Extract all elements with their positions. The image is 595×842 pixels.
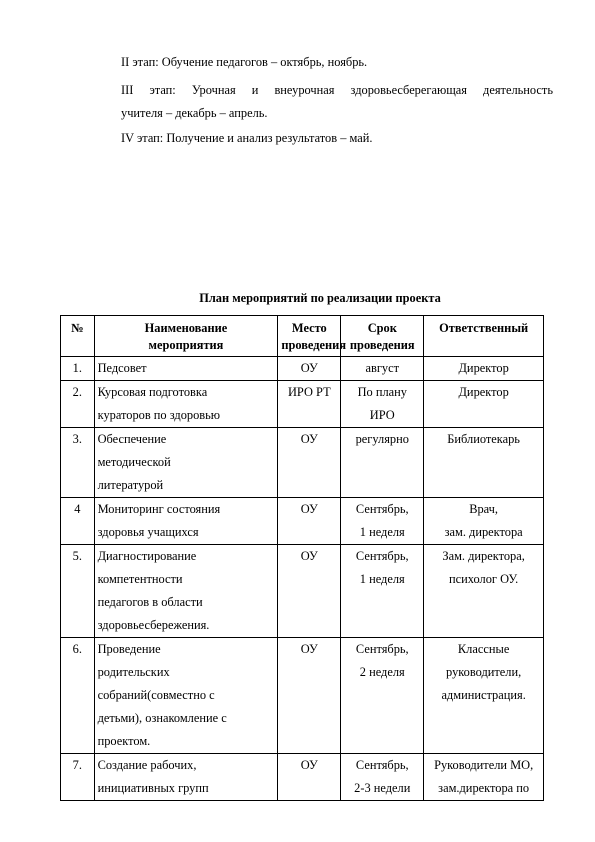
cell-term bbox=[341, 498, 424, 545]
cell-term-line: Сентябрь, bbox=[355, 549, 409, 563]
cell-responsible-line: руководители, bbox=[446, 665, 522, 679]
cell-term bbox=[341, 381, 424, 428]
cell-responsible-line: Директор bbox=[458, 385, 509, 399]
cell-event-name-line: педагогов в области bbox=[97, 595, 203, 609]
table-title: План мероприятий по реализации проекта bbox=[199, 291, 441, 305]
cell-term-line: 2-3 недели bbox=[354, 781, 411, 795]
cell-event-name-line: компетентности bbox=[97, 572, 183, 586]
cell-responsible bbox=[424, 638, 544, 754]
cell-responsible bbox=[424, 498, 544, 545]
cell-event-name bbox=[94, 428, 278, 498]
cell-event-name-line: проектом. bbox=[97, 734, 151, 748]
cell-responsible-line: психолог ОУ. bbox=[449, 572, 519, 586]
header-number: № bbox=[61, 316, 95, 357]
cell-responsible-line: Классные bbox=[457, 642, 510, 656]
cell-responsible-line: администрация. bbox=[441, 688, 526, 702]
cell-term-line: Сентябрь, bbox=[355, 758, 409, 772]
cell-term-line: регулярно bbox=[355, 432, 409, 446]
cell-event-name-line: Проведение bbox=[97, 642, 161, 656]
cell-responsible-line: Директор bbox=[458, 361, 509, 375]
cell-place: ИРО РТ bbox=[278, 381, 341, 428]
cell-term-line: По плану bbox=[357, 385, 407, 399]
cell-event-name-line: собраний(совместно с bbox=[97, 688, 215, 702]
cell-term-line: Сентябрь, bbox=[355, 642, 409, 656]
cell-event-name-line: здоровья учащихся bbox=[97, 525, 199, 539]
cell-event-name-line: родительских bbox=[97, 665, 170, 679]
cell-number: 1. bbox=[61, 357, 95, 381]
stage-3-text: III этап: Урочная и внеурочная здоровьесберегающая деятельность bbox=[121, 83, 553, 97]
header-term-line: Срок bbox=[367, 321, 397, 335]
table-row bbox=[61, 754, 544, 801]
cell-event-name bbox=[94, 498, 278, 545]
cell-term-line: 1 неделя bbox=[359, 572, 405, 586]
cell-event-name-line: Диагностирование bbox=[97, 549, 197, 563]
cell-event-name-line: Обеспечение bbox=[97, 432, 167, 446]
table-row bbox=[61, 357, 544, 381]
table-row bbox=[61, 638, 544, 754]
header-place-line: Место bbox=[291, 321, 327, 335]
header-term bbox=[341, 316, 424, 357]
cell-place: ОУ bbox=[278, 357, 341, 381]
cell-responsible-line: Руководители МО, bbox=[434, 758, 534, 772]
cell-event-name bbox=[94, 638, 278, 754]
cell-term bbox=[341, 357, 424, 381]
cell-term-line: ИРО bbox=[369, 408, 395, 422]
cell-term-line: Сентябрь, bbox=[355, 502, 409, 516]
cell-term bbox=[341, 754, 424, 801]
cell-number: 6. bbox=[61, 638, 95, 754]
cell-place: ОУ bbox=[278, 428, 341, 498]
cell-responsible bbox=[424, 545, 544, 638]
header-term-line: проведения bbox=[349, 338, 415, 352]
table-row bbox=[61, 545, 544, 638]
cell-term-line: 1 неделя bbox=[359, 525, 405, 539]
cell-responsible-line: Врач, bbox=[469, 502, 499, 516]
header-place-line: проведения bbox=[281, 338, 347, 352]
cell-event-name bbox=[94, 357, 278, 381]
cell-number: 5. bbox=[61, 545, 95, 638]
cell-event-name-line: детьми), ознакомление с bbox=[97, 711, 227, 725]
cell-event-name-line: кураторов по здоровью bbox=[97, 408, 221, 422]
cell-responsible-line: Зам. директора, bbox=[442, 549, 525, 563]
table-header-row bbox=[61, 316, 544, 357]
table-body bbox=[61, 357, 544, 801]
table-row bbox=[61, 381, 544, 428]
cell-place: ОУ bbox=[278, 498, 341, 545]
cell-term bbox=[341, 545, 424, 638]
header-event-name bbox=[94, 316, 278, 357]
cell-event-name-line: здоровьесбережения. bbox=[97, 618, 210, 632]
table-row bbox=[61, 498, 544, 545]
cell-event-name-line: Педсовет bbox=[97, 361, 147, 375]
cell-responsible-line: зам.директора по bbox=[438, 781, 530, 795]
cell-responsible-line: зам. директора bbox=[444, 525, 523, 539]
cell-responsible bbox=[424, 754, 544, 801]
cell-event-name-line: инициативных групп bbox=[97, 781, 209, 795]
cell-event-name bbox=[94, 754, 278, 801]
cell-event-name-line: Мониторинг состояния bbox=[97, 502, 221, 516]
cell-responsible bbox=[424, 381, 544, 428]
header-event-name-line: Наименование bbox=[144, 321, 228, 335]
cell-event-name-line: Курсовая подготовка bbox=[97, 385, 208, 399]
cell-term-line: 2 неделя bbox=[359, 665, 405, 679]
header-event-name-line: мероприятия bbox=[148, 338, 224, 352]
table-row bbox=[61, 428, 544, 498]
cell-responsible-line: Библиотекарь bbox=[447, 432, 520, 446]
cell-place: ОУ bbox=[278, 545, 341, 638]
cell-event-name-line: Создание рабочих, bbox=[97, 758, 197, 772]
header-place bbox=[278, 316, 347, 357]
cell-term bbox=[341, 638, 424, 754]
cell-place: ОУ bbox=[278, 638, 341, 754]
header-responsible: Ответственный bbox=[424, 316, 544, 357]
cell-term-line: август bbox=[365, 361, 400, 375]
cell-responsible bbox=[424, 428, 544, 498]
cell-number: 7. bbox=[61, 754, 95, 801]
cell-responsible bbox=[424, 357, 544, 381]
cell-event-name-line: литературой bbox=[97, 478, 164, 492]
stage-3-text-continued: учителя – декабрь – апрель. bbox=[121, 106, 268, 120]
stage-4-text: IV этап: Получение и анализ результатов – май. bbox=[121, 131, 373, 145]
cell-event-name-line: методической bbox=[97, 455, 171, 469]
stage-2-text: II этап: Обучение педагогов – октябрь, ноябрь. bbox=[121, 55, 368, 69]
cell-number: 3. bbox=[61, 428, 95, 498]
cell-number: 2. bbox=[61, 381, 95, 428]
cell-number: 4 bbox=[61, 498, 95, 545]
cell-term bbox=[341, 428, 424, 498]
cell-place: ОУ bbox=[278, 754, 341, 801]
cell-event-name bbox=[94, 381, 278, 428]
cell-event-name bbox=[94, 545, 278, 638]
events-plan-table bbox=[60, 315, 544, 801]
